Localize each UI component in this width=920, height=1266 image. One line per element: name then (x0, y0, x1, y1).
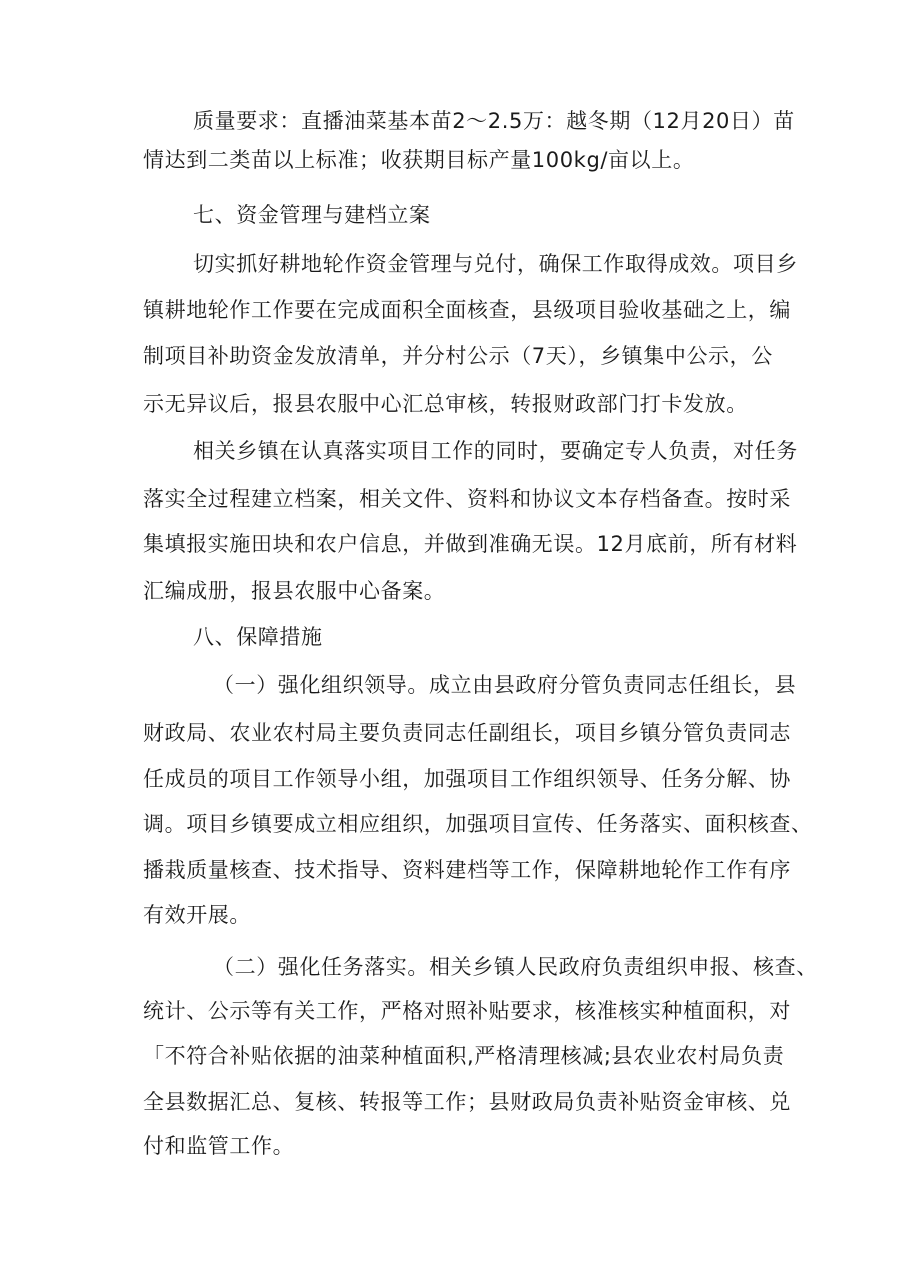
text-line: 情达到二类苗以上标准；收获期目标产量100kg/亩以上。 (143, 148, 695, 172)
text-line: 相关乡镇在认真落实项目工作的同时，要确定专人负责，对任务 (193, 439, 798, 463)
text-line: 付和监管工作。 (143, 1134, 295, 1158)
text-line: 「不符合补贴依据的油菜种植面积,严格清理核减;县农业农村局负责 (143, 1044, 785, 1068)
text-line: 播栽质量核查、技术指导、资料建档等工作，保障耕地轮作工作有序 (143, 858, 791, 882)
section-heading: 八、保障措施 (193, 625, 323, 649)
text-line: 财政局、农业农村局主要负责同志任副组长，项目乡镇分管负责同志 (143, 721, 791, 745)
text-line: 汇编成册，报县农服中心备案。 (143, 579, 446, 603)
section-heading: 七、资金管理与建档立案 (193, 203, 431, 227)
text-line: 全县数据汇总、复核、转报等工作；县财政局负责补贴资金审核、兑 (143, 1090, 791, 1114)
text-line: 有效开展。 (143, 903, 251, 927)
text-line: 调。项目乡镇要成立相应组织，加强项目宣传、任务落实、面积核查、 (143, 812, 813, 836)
text-line: 落实全过程建立档案，相关文件、资料和协议文本存档备查。按时采 (143, 487, 791, 511)
text-line: 示无异议后，报县农服中心汇总审核，转报财政部门打卡发放。 (143, 392, 748, 416)
text-line: 统计、公示等有关工作，严格对照补贴要求，核准核实种植面积，对 (143, 999, 791, 1023)
text-line: 镇耕地轮作工作要在完成面积全面核查，县级项目验收基础之上，编 (143, 298, 791, 322)
text-line: （二）强化任务落实。相关乡镇人民政府负责组织申报、核查、 (213, 955, 818, 979)
text-line: （一）强化组织领导。成立由县政府分管负责同志任组长，县 (213, 673, 797, 697)
text-line: 集填报实施田块和农户信息，并做到准确无误。12月底前，所有材料 (143, 532, 798, 556)
text-line: 制项目补助资金发放清单，并分村公示（7天），乡镇集中公示，公 (143, 344, 773, 368)
text-line: 质量要求：直播油菜基本苗2～2.5万：越冬期（12月20日）苗 (193, 109, 795, 133)
text-line: 任成员的项目工作领导小组，加强项目工作组织领导、任务分解、协 (143, 767, 791, 791)
text-line: 切实抓好耕地轮作资金管理与兑付，确保工作取得成效。项目乡 (193, 252, 798, 276)
